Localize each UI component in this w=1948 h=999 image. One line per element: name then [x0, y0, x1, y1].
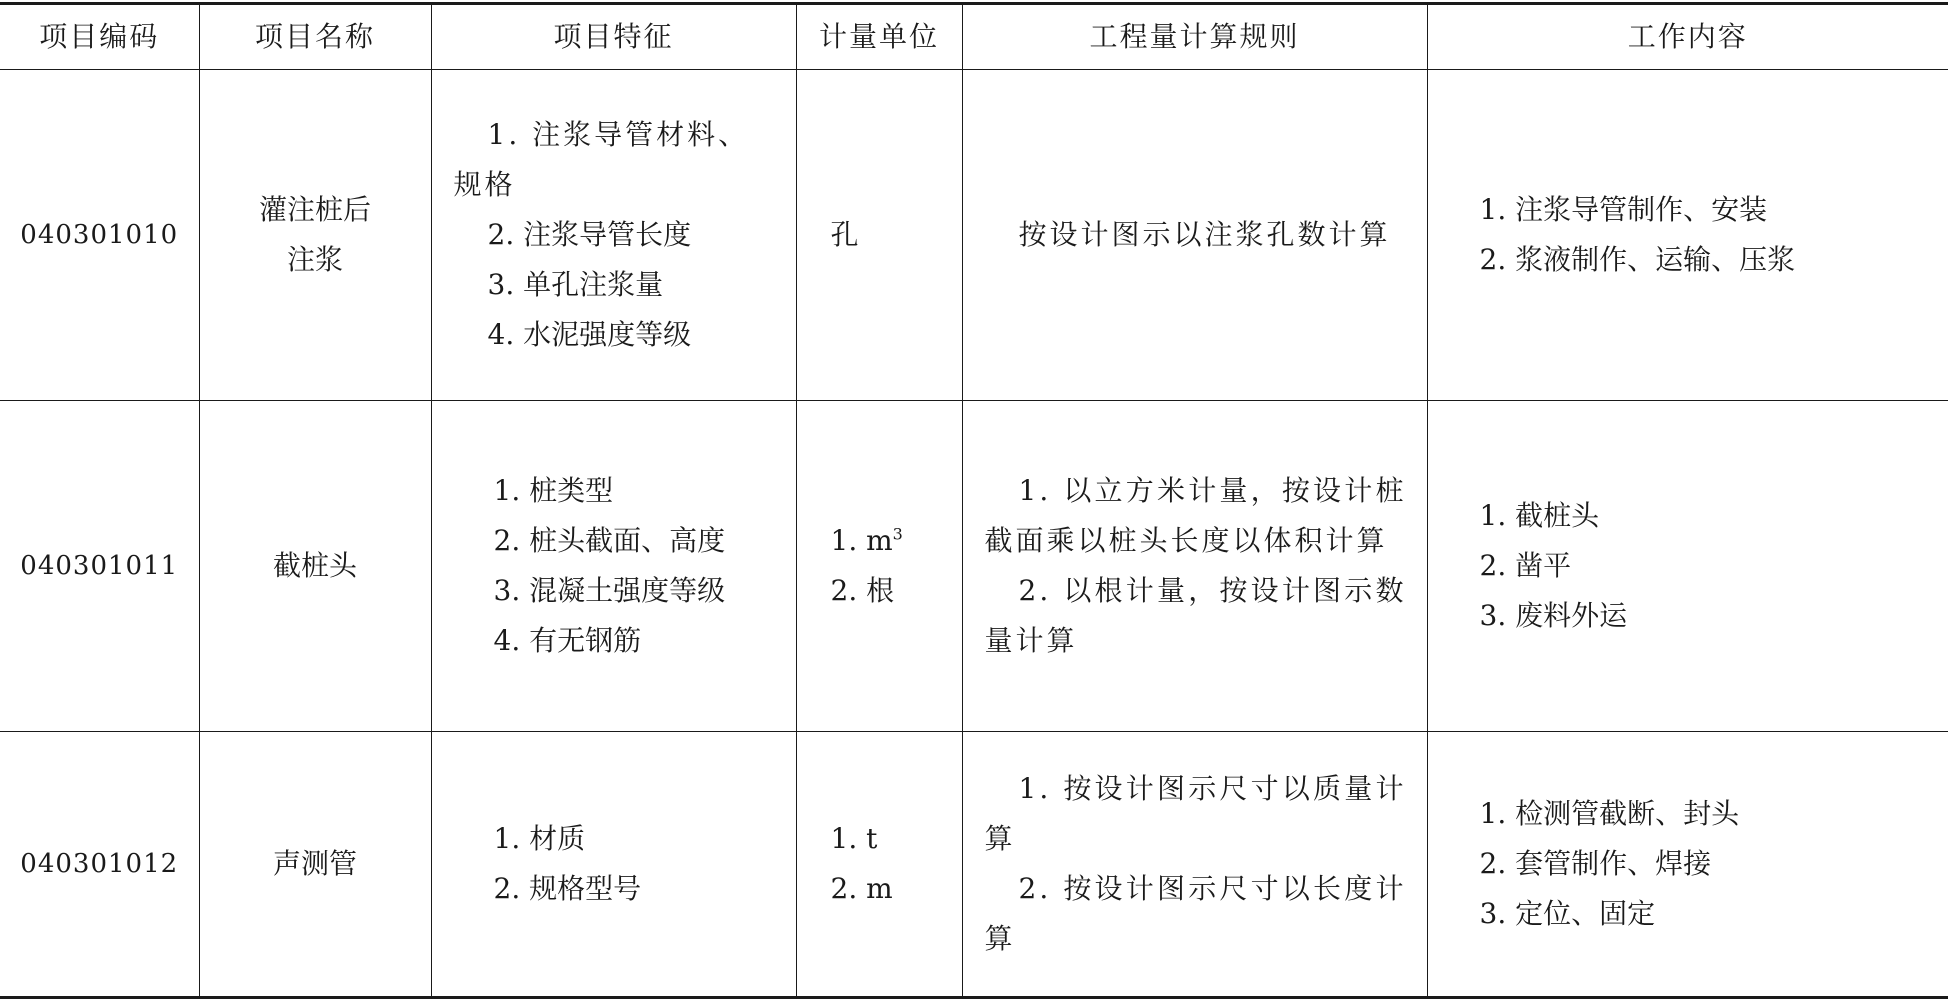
- feature-line: 1. 材质: [460, 814, 778, 864]
- item-rules: [962, 732, 1427, 998]
- header-rules: 工程量计算规则: [962, 4, 1427, 70]
- item-code: 040301010: [0, 70, 199, 401]
- item-rules: [962, 70, 1427, 401]
- header-row: [0, 4, 1948, 70]
- work-line: 1. 截桩头: [1480, 491, 1948, 541]
- feature-line: 1. 桩类型: [460, 466, 778, 516]
- table-row: [0, 70, 1948, 401]
- item-name: [199, 401, 431, 732]
- work-line: 2. 凿平: [1480, 541, 1948, 591]
- header-name: 项目名称: [199, 4, 431, 70]
- item-unit: [796, 401, 962, 732]
- item-rules: [962, 401, 1427, 732]
- item-name-line: 注浆: [200, 235, 431, 285]
- rule-paragraph: 按设计图示以注浆孔数计算: [985, 210, 1407, 260]
- unit-line: 2. 根: [831, 566, 962, 616]
- table-row: [0, 401, 1948, 732]
- table-row: [0, 732, 1948, 998]
- work-line: 3. 废料外运: [1480, 591, 1948, 641]
- work-line: 1. 注浆导管制作、安装: [1480, 185, 1948, 235]
- work-line: 2. 套管制作、焊接: [1480, 839, 1948, 889]
- unit-line: 孔: [831, 210, 962, 260]
- item-code: 040301012: [0, 732, 199, 998]
- item-name-line: 截桩头: [200, 541, 431, 591]
- feature-line: 2. 规格型号: [460, 864, 778, 914]
- unit-line: 1. t: [831, 814, 962, 864]
- unit-line: [831, 516, 962, 566]
- rule-paragraph: 2. 按设计图示尺寸以长度计算: [985, 864, 1407, 964]
- header-features: 项目特征: [431, 4, 796, 70]
- feature-line: 3. 混凝土强度等级: [460, 566, 778, 616]
- unit-base: 1. m: [831, 524, 893, 557]
- header-unit: 计量单位: [796, 4, 962, 70]
- item-unit: [796, 70, 962, 401]
- item-code: 040301011: [0, 401, 199, 732]
- feature-line: 3. 单孔注浆量: [454, 260, 778, 310]
- item-name: [199, 70, 431, 401]
- item-unit: [796, 732, 962, 998]
- unit-line: 2. m: [831, 864, 962, 914]
- item-work: [1427, 70, 1948, 401]
- item-work: [1427, 732, 1948, 998]
- item-features: [431, 732, 796, 998]
- work-line: 1. 检测管截断、封头: [1480, 789, 1948, 839]
- header-code: 项目编码: [0, 4, 199, 70]
- item-name: [199, 732, 431, 998]
- item-features: [431, 70, 796, 401]
- item-features: [431, 401, 796, 732]
- feature-line: 2. 注浆导管长度: [454, 210, 778, 260]
- feature-line: 4. 有无钢筋: [460, 616, 778, 666]
- rule-paragraph: 1. 按设计图示尺寸以质量计算: [985, 764, 1407, 864]
- header-work: 工作内容: [1427, 4, 1948, 70]
- unit-superscript: 3: [893, 525, 903, 544]
- rule-paragraph: 1. 以立方米计量，按设计桩截面乘以桩头长度以体积计算: [985, 466, 1407, 566]
- item-name-line: 灌注桩后: [200, 185, 431, 235]
- feature-line: 4. 水泥强度等级: [454, 310, 778, 360]
- work-line: 2. 浆液制作、运输、压浆: [1480, 235, 1948, 285]
- rule-paragraph: 2. 以根计量，按设计图示数量计算: [985, 566, 1407, 666]
- item-name-line: 声测管: [200, 839, 431, 889]
- work-line: 3. 定位、固定: [1480, 889, 1948, 939]
- spec-table: [0, 2, 1948, 999]
- feature-line: 2. 桩头截面、高度: [460, 516, 778, 566]
- feature-line: 1. 注浆导管材料、规格: [454, 110, 778, 210]
- item-work: [1427, 401, 1948, 732]
